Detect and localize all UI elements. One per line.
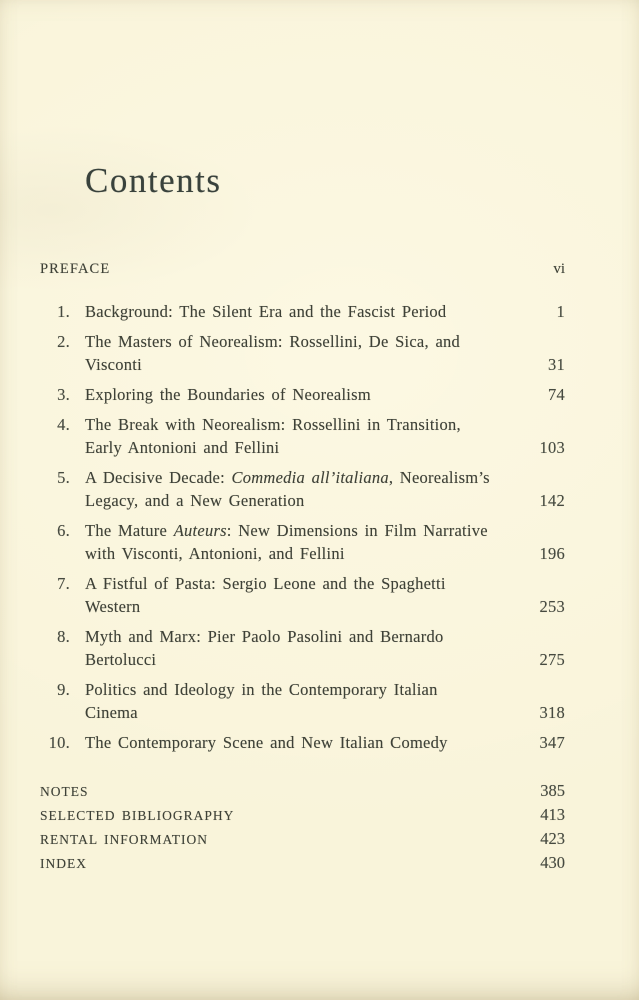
toc-entry-row (40, 466, 565, 512)
chapter-number: 3. (57, 385, 70, 404)
chapter-page-number: 31 (548, 355, 565, 374)
chapter-title-segment: The Break with Neorealism: Rossellini in Transition, (85, 415, 461, 434)
chapter-title (85, 572, 500, 618)
back-matter-label: NOTES (40, 784, 89, 799)
back-matter-label: RENTAL INFORMATION (40, 832, 209, 847)
chapter-title-segment: The Masters of Neorealism: Rossellini, De Sica, and (85, 332, 461, 351)
toc-entry-row (40, 413, 565, 459)
chapter-number: 9. (57, 680, 70, 699)
chapter-title-segment: A Fistful of Pasta: Sergio Leone and the Spaghetti (85, 574, 446, 593)
chapter-title-segment: Background: The Silent Era and the Fascist Period (85, 302, 447, 321)
toc-entry-row (40, 572, 565, 618)
chapter-page-number: 142 (539, 491, 565, 510)
toc-entry-row (40, 300, 565, 323)
chapter-title-segment: , Neorealism’s (388, 468, 490, 487)
back-matter-page-number: 430 (540, 853, 565, 872)
chapter-page-number: 253 (539, 597, 565, 616)
chapter-title (85, 413, 500, 459)
chapter-title-segment: The Mature (85, 521, 174, 540)
toc-entry-row (40, 731, 565, 754)
chapter-title-line (85, 330, 500, 353)
chapter-title-segment: A Decisive Decade: (85, 468, 232, 487)
chapter-title-segment: with Visconti, Antonioni, and Fellini (85, 544, 345, 563)
back-matter-label: INDEX (40, 856, 87, 871)
chapter-title-line (85, 572, 500, 595)
chapter-title-line (85, 436, 500, 459)
back-matter-row (40, 851, 565, 875)
chapter-page-number: 103 (539, 438, 565, 457)
chapter-title-segment: Western (85, 597, 141, 616)
chapter-title-line (85, 648, 500, 671)
preface-row (40, 261, 565, 278)
chapter-title-italic-segment: Auteurs (173, 521, 227, 540)
chapter-number: 2. (57, 332, 70, 351)
chapter-number: 6. (57, 521, 70, 540)
chapter-number: 7. (57, 574, 70, 593)
chapter-number: 1. (57, 302, 70, 321)
toc-entry-row (40, 330, 565, 376)
chapter-title-line (85, 625, 500, 648)
chapter-page-number: 347 (539, 733, 565, 752)
chapter-page-number: 196 (539, 544, 565, 563)
back-matter-list (40, 779, 565, 875)
chapter-title-line (85, 383, 500, 406)
chapter-page-number: 1 (556, 302, 565, 321)
chapter-title (85, 731, 500, 754)
chapter-page-number: 74 (548, 385, 565, 404)
chapter-title (85, 625, 500, 671)
chapter-title-line (85, 595, 500, 618)
chapter-number: 4. (57, 415, 70, 434)
chapter-number: 10. (48, 733, 70, 752)
back-matter-page-number: 423 (540, 829, 565, 848)
chapter-title-segment: Bertolucci (85, 650, 157, 669)
chapter-title-line (85, 353, 500, 376)
page-title: Contents (85, 161, 222, 200)
toc-entry-row (40, 383, 565, 406)
chapter-title-line (85, 300, 500, 323)
chapter-title-line (85, 413, 500, 436)
chapter-title (85, 330, 500, 376)
toc-entry-row (40, 519, 565, 565)
chapter-title (85, 678, 500, 724)
chapter-page-number: 318 (539, 703, 565, 722)
chapter-title-line (85, 489, 500, 512)
back-matter-label: SELECTED BIBLIOGRAPHY (40, 808, 235, 823)
chapter-title-segment: : New Dimensions in Film Narrative (226, 521, 488, 540)
chapter-title-segment: The Contemporary Scene and New Italian Comedy (85, 733, 448, 752)
preface-label: PREFACE (40, 261, 111, 277)
chapter-number: 5. (57, 468, 70, 487)
chapter-page-number: 275 (539, 650, 565, 669)
chapter-title-segment: Cinema (85, 703, 138, 722)
chapter-title-segment: Myth and Marx: Pier Paolo Pasolini and Bernardo (85, 627, 444, 646)
chapter-title-italic-segment: Commedia all’italiana (231, 468, 389, 487)
chapter-title-line (85, 678, 500, 701)
chapter-title-line (85, 542, 500, 565)
chapter-title-segment: Early Antonioni and Fellini (85, 438, 280, 457)
chapter-title (85, 519, 500, 565)
chapter-title (85, 300, 500, 323)
chapter-title (85, 466, 500, 512)
chapter-title-segment: Exploring the Boundaries of Neorealism (85, 385, 371, 404)
toc-entry-row (40, 625, 565, 671)
chapter-title-line (85, 701, 500, 724)
chapter-title-segment: Visconti (85, 355, 142, 374)
chapter-title-segment: Legacy, and a New Generation (85, 491, 305, 510)
back-matter-row (40, 827, 565, 851)
preface-page-number: vi (553, 261, 565, 277)
chapter-title (85, 383, 500, 406)
back-matter-page-number: 413 (540, 805, 565, 824)
back-matter-page-number: 385 (540, 781, 565, 800)
back-matter-row (40, 779, 565, 803)
toc-entry-row (40, 678, 565, 724)
chapter-title-line (85, 731, 500, 754)
back-matter-row (40, 803, 565, 827)
chapter-number: 8. (57, 627, 70, 646)
chapter-title-line (85, 519, 500, 542)
chapter-title-line (85, 466, 500, 489)
toc-list (40, 300, 565, 754)
chapter-title-segment: Politics and Ideology in the Contemporary Italian (85, 680, 438, 699)
